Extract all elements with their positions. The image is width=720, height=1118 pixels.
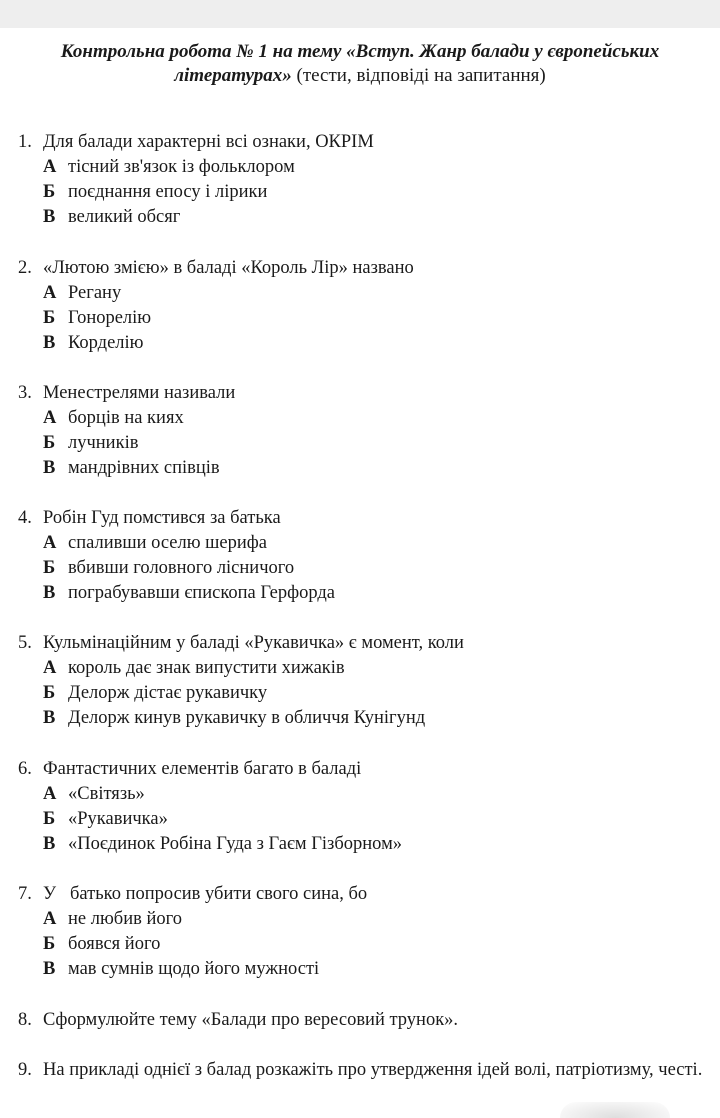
question-number: 7. xyxy=(18,884,32,904)
question-2 xyxy=(18,256,714,356)
question-5 xyxy=(18,631,714,731)
option-text: «Поєдинок Робіна Гуда з Гаєм Гізборном» xyxy=(68,834,403,854)
option xyxy=(43,957,714,982)
question-text: Робін Гуд помстився за батька xyxy=(43,508,281,528)
option-letter: Б xyxy=(43,433,56,453)
question-number: 6. xyxy=(18,759,32,779)
question-1 xyxy=(18,130,714,230)
option-text: поєднання епосу і лірики xyxy=(68,182,268,202)
option xyxy=(43,180,714,205)
option xyxy=(43,807,714,832)
question-number: 3. xyxy=(18,383,32,403)
option-text: Корделію xyxy=(68,333,144,353)
option xyxy=(43,406,714,431)
option xyxy=(43,706,714,731)
question-number: 9. xyxy=(18,1060,32,1080)
option-text: «Рукавичка» xyxy=(68,809,168,829)
document-title xyxy=(18,40,702,88)
option xyxy=(43,205,714,230)
option-text: тісний зв'язок із фольклором xyxy=(68,157,295,177)
option-letter: Б xyxy=(43,308,56,328)
option xyxy=(43,306,714,331)
option-text: пограбувавши єпископа Герфорда xyxy=(68,583,335,603)
option-letter: А xyxy=(43,533,57,553)
page-shadow xyxy=(560,1102,670,1118)
title-plain-part: (тести, відповіді на запитання) xyxy=(291,65,546,86)
question-6 xyxy=(18,757,714,857)
option-text: мандрівних співців xyxy=(68,458,220,478)
question-3 xyxy=(18,381,714,481)
option-text: борців на киях xyxy=(68,408,184,428)
option xyxy=(43,932,714,957)
option xyxy=(43,656,714,681)
question-4 xyxy=(18,506,714,606)
option-text: вбивши головного лісничого xyxy=(68,558,295,578)
option-letter: В xyxy=(43,207,56,227)
option-letter: В xyxy=(43,333,56,353)
option-text: король дає знак випустити хижаків xyxy=(68,658,345,678)
option-letter: В xyxy=(43,834,56,854)
option-letter: А xyxy=(43,784,57,804)
option xyxy=(43,155,714,180)
option xyxy=(43,281,714,306)
question-number: 4. xyxy=(18,508,32,528)
question-text: На прикладі однієї з балад розкажіть про утвердження ідей волі, патріотизму, честі. xyxy=(43,1060,703,1080)
option-text: не любив його xyxy=(68,909,182,929)
option-text: лучників xyxy=(68,433,139,453)
option-letter: В xyxy=(43,959,56,979)
question-text: Кульмінаційним у баладі «Рукавичка» є момент, коли xyxy=(43,633,464,653)
option-text: Гонорелію xyxy=(68,308,152,328)
question-8 xyxy=(18,1008,714,1033)
top-margin-band xyxy=(0,0,720,28)
option-letter: В xyxy=(43,708,56,728)
option-text: мав сумнів щодо його мужності xyxy=(68,959,320,979)
option xyxy=(43,581,714,606)
option-text: Регану xyxy=(68,283,122,303)
option-letter: Б xyxy=(43,683,56,703)
option-text: «Світязь» xyxy=(68,784,145,804)
question-text: Фантастичних елементів багато в баладі xyxy=(43,759,362,779)
option xyxy=(43,907,714,932)
option-text: боявся його xyxy=(68,934,161,954)
option xyxy=(43,531,714,556)
option xyxy=(43,832,714,857)
question-text: У батько попросив убити свого сина, бо xyxy=(43,884,368,904)
option xyxy=(43,331,714,356)
title-bold-part-2: літературах» xyxy=(174,65,292,86)
option xyxy=(43,782,714,807)
question-number: 8. xyxy=(18,1010,32,1030)
question-number: 5. xyxy=(18,633,32,653)
option-text: спаливши оселю шерифа xyxy=(68,533,267,553)
option-letter: А xyxy=(43,283,57,303)
question-text: «Лютою змією» в баладі «Король Лір» названо xyxy=(43,258,414,278)
question-text: Для балади характерні всі ознаки, ОКРІМ xyxy=(43,132,374,152)
option-text: великий обсяг xyxy=(68,207,181,227)
option-letter: Б xyxy=(43,182,56,202)
option-letter: Б xyxy=(43,934,56,954)
title-bold-part-1: Контрольна робота № 1 на тему «Вступ. Жанр балади у європейських xyxy=(60,41,660,62)
question-text: Сформулюйте тему «Балади про вересовий трунок». xyxy=(43,1010,459,1030)
question-number: 2. xyxy=(18,258,32,278)
option-letter: А xyxy=(43,408,57,428)
option xyxy=(43,556,714,581)
option xyxy=(43,681,714,706)
option xyxy=(43,456,714,481)
question-9 xyxy=(18,1058,714,1083)
option-letter: А xyxy=(43,909,57,929)
question-text: Менестрелями називали xyxy=(43,383,236,403)
question-number: 1. xyxy=(18,132,32,152)
question-7 xyxy=(18,882,714,982)
option-letter: В xyxy=(43,458,56,478)
option-text: Делорж кинув рукавичку в обличчя Кунігунд xyxy=(68,708,426,728)
option-letter: Б xyxy=(43,809,56,829)
option-letter: А xyxy=(43,658,57,678)
option-text: Делорж дістає рукавичку xyxy=(68,683,268,703)
option-letter: А xyxy=(43,157,57,177)
option xyxy=(43,431,714,456)
option-letter: Б xyxy=(43,558,56,578)
option-letter: В xyxy=(43,583,56,603)
